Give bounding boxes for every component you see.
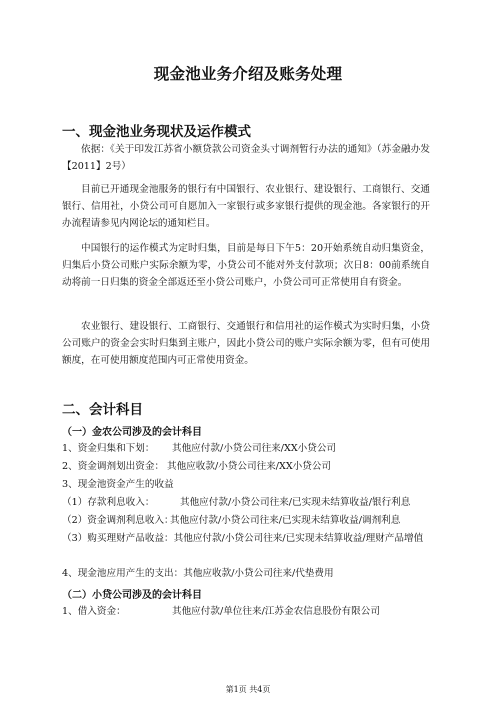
account-item-3b-value: 其他应付款/小贷公司往来/已实现未结算收益/调剂利息 (170, 515, 401, 526)
account-item-2-value: 其他应收款/小贷公司往来/XX小贷公司 (167, 461, 332, 472)
account-item-1-label: 1、资金归集和下划： (62, 443, 155, 454)
account-item-3b-label: （2）资金调剂利息收入： (62, 515, 174, 526)
account-item-1 (62, 440, 442, 457)
account-item-3b (62, 512, 442, 529)
page-footer: 第1页 共4页 (225, 685, 271, 694)
account-item-5-value: 其他应付款/单位往来/江苏金农信息股份有限公司 (172, 606, 380, 617)
subsection-2-heading: （二）小贷公司涉及的会计科目 (62, 590, 202, 601)
account-item-4: 4、现金池应用产生的支出：其他应收款/小贷公司往来/代垫费用 (62, 568, 334, 579)
account-item-5 (62, 603, 442, 620)
account-item-3a-label: （1）存款利息收入： (62, 497, 155, 508)
subsection-1-heading: （一）金农公司涉及的会计科目 (62, 427, 202, 438)
account-item-1-value: 其他应付款/小贷公司往来/XX小贷公司 (172, 443, 337, 454)
account-item-3a (62, 494, 442, 511)
account-item-3c: （3）购买理财产品收益：其他应付款/小贷公司往来/已实现未结算收益/理财产品增值 (62, 533, 424, 544)
section-2-heading: 二、会计科目 (62, 402, 143, 418)
paragraph-banks: 目前已开通现金池服务的银行有中国银行、农业银行、建设银行、工商银行、交通银行、信用社，小贷公司可自愿加入一家银行或多家银行提供的现金池。各家银行的开办流程请参见内网论坛的通知栏目。 (62, 184, 430, 229)
page-title: 现金池业务介绍及账务处理 (153, 65, 343, 83)
account-item-5-label: 1、借入资金： (62, 606, 126, 617)
account-item-3: 3、现金池资金产生的收益 (62, 479, 174, 490)
paragraph-basis: 依据：《关于印发江苏省小额贷款公司资金头寸调剂暂行办法的通知》（苏金融办发【2011】2号） (62, 144, 430, 172)
account-item-3a-value: 其他应付款/小贷公司往来/已实现未结算收益/银行利息 (180, 497, 411, 508)
paragraph-realtime-mode: 农业银行、建设银行、工商银行、交通银行和信用社的运作模式为实时归集，小贷公司账户的资金会实时归集到主账户，因此小贷公司的账户实际余额为零，但有可使用额度，在可使用额度范围内可正常使用资金。 (62, 321, 430, 366)
account-item-2 (62, 458, 442, 475)
paragraph-boc-mode: 中国银行的运作模式为定时归集，目前是每日下午5：20开始系统自动归集资金，归集后小贷公司账户实际余额为零，小贷公司不能对外支付款项；次日8：00前系统自动将前一日归集的资金全部返还至小贷公司账户，小贷公司可正常使用自有资金。 (62, 243, 430, 288)
section-1-heading: 一、现金池业务现状及运作模式 (62, 124, 251, 140)
account-item-2-label: 2、资金调剂划出资金： (62, 461, 165, 472)
